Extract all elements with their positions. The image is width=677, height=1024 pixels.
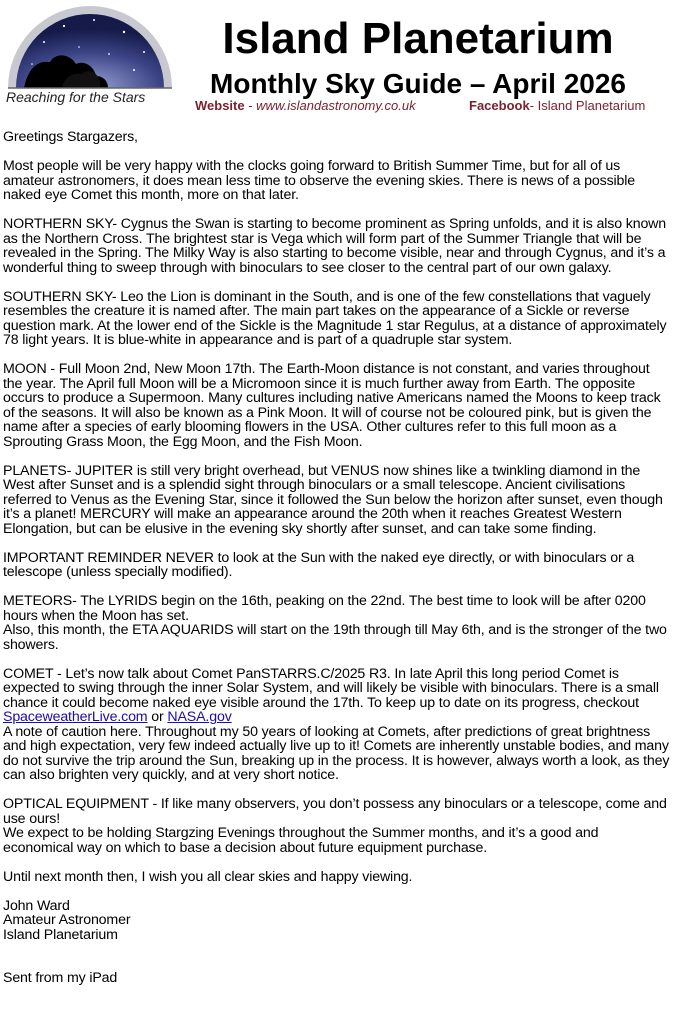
moon-paragraph: MOON - Full Moon 2nd, New Moon 17th. The Earth-Moon distance is not constant, and varies throughout the year. The April full Moon will be a Micromoon since it is much further away from Earth. The opposite occurs to produce a Supermoon. Many cultures including native Americans named the Moons to keep track of the seasons. It will also be known as a Pink Moon. It will of course not be coloured pink, but is given the name after a species of early blooming flowers in the USA. Other cultures refer to this full moon as a Sprouting Grass Moon, the Egg Moon, and the Fish Moon. xyxy=(3,361,661,450)
intro-paragraph: Most people will be very happy with the clocks going forward to British Summer Time, but for all of us amateur astronomers, it does mean less time to observe the evening skies. There is news of a possible naked eye Comet this month, more on that later. xyxy=(3,158,636,203)
signature-role: Amateur Astronomer xyxy=(3,912,131,928)
page-subtitle: Monthly Sky Guide – April 2026 xyxy=(210,68,626,99)
southern-sky-paragraph: SOUTHERN SKY- Leo the Lion is dominant in the South, and is one of the few constellations that vaguely resembles the creature it is named after. The main part takes on the appearance of a Sickle or reverse question mark. At the lower end of the Sickle is the Magnitude 1 star Regulus, at a distance of approximately 78 light years. It is blue-white in appearance and is part of a quadruple star system. xyxy=(3,288,667,348)
comet-paragraph xyxy=(3,667,671,725)
spaceweather-link[interactable]: SpaceweatherLive.com xyxy=(3,709,148,725)
facebook-label: Facebook xyxy=(469,98,530,113)
header xyxy=(0,0,677,128)
newsletter-body xyxy=(3,130,671,986)
website-url[interactable]: www.islandastronomy.co.uk xyxy=(256,98,416,113)
facebook-info xyxy=(469,98,645,113)
comet-text: COMET - Let’s now talk about Comet PanSTARRS.C/2025 R3. In late April this long period Comet is expected to swing through the inner Solar System, and will likely be visible with binoculars. There is a small chance it could become naked eye visible around the 17th. To keep up to date on its progress, checkout xyxy=(3,665,659,711)
website-separator: - xyxy=(244,98,257,113)
page-title: Island Planetarium xyxy=(222,14,614,63)
meteors-paragraph-2: Also, this month, the ETA AQUARIDS will start on the 19th through till May 6th, and is the stronger of the two showers. xyxy=(3,622,667,653)
comet-or: or xyxy=(147,709,168,725)
comet-caution-paragraph: A note of caution here. Throughout my 50 years of looking at Comets, after predictions of great brightness and high expectation, very few indeed actually live up to it! Comets are inherently unstable bodies, and many do not survive the trip around the Sun, breaking up in the process. It is however, always worth a look, as they can also brighten very quickly, and at very short notice. xyxy=(3,723,670,783)
logo-tagline: Reaching for the Stars xyxy=(6,89,146,105)
website-label: Website xyxy=(195,98,245,113)
greeting: Greetings Stargazers, xyxy=(3,129,138,145)
reminder-paragraph: IMPORTANT REMINDER NEVER to look at the Sun with the naked eye directly, or with binoculars or a telescope (unless specially modified). xyxy=(3,549,635,580)
facebook-text[interactable]: - Island Planetarium xyxy=(529,98,646,113)
optical-paragraph-2: We expect to be holding Stargzing Evenings throughout the Summer months, and it’s a good and economical way on which to base a decision about future equipment purchase. xyxy=(3,825,599,856)
website-info xyxy=(195,98,416,113)
nasa-link[interactable]: NASA.gov xyxy=(167,709,232,725)
northern-sky-paragraph: NORTHERN SKY- Cygnus the Swan is starting to become prominent as Spring unfolds, and it is also known as the Northern Cross. The brightest star is Vega which will form part of the Summer Triangle that will be revealed in the Spring. The Milky Way is also starting to become visible, near and through Cygnus, and it’s a wonderful thing to sweep through with binoculars to see closer to the central part of our own galaxy. xyxy=(3,216,667,276)
signature-name: John Ward xyxy=(3,897,70,914)
sent-from: Sent from my iPad xyxy=(3,970,118,986)
planets-paragraph: PLANETS- JUPITER is still very bright overhead, but VENUS now shines like a twinkling diamond in the West after Sunset and is a splendid sight through binoculars or a small telescope. Ancient civilisations referred to Venus as the Evening Star, since it followed the Sun below the horizon after sunset, even though it’s a planet! MERCURY will make an appearance around the 20th when it reaches Greatest Western Elongation, but can be elusive in the evening sky shortly after sunset, and can take some finding. xyxy=(3,462,663,537)
closing-paragraph: Until next month then, I wish you all clear skies and happy viewing. xyxy=(3,868,413,885)
meteors-paragraph: METEORS- The LYRIDS begin on the 16th, peaking on the 22nd. The best time to look will be after 0200 hours when the Moon has set. xyxy=(3,593,646,624)
optical-paragraph: OPTICAL EQUIPMENT - If like many observers, you don’t possess any binoculars or a telescope, come and use ours! xyxy=(3,796,667,827)
signature-org: Island Planetarium xyxy=(3,926,118,943)
